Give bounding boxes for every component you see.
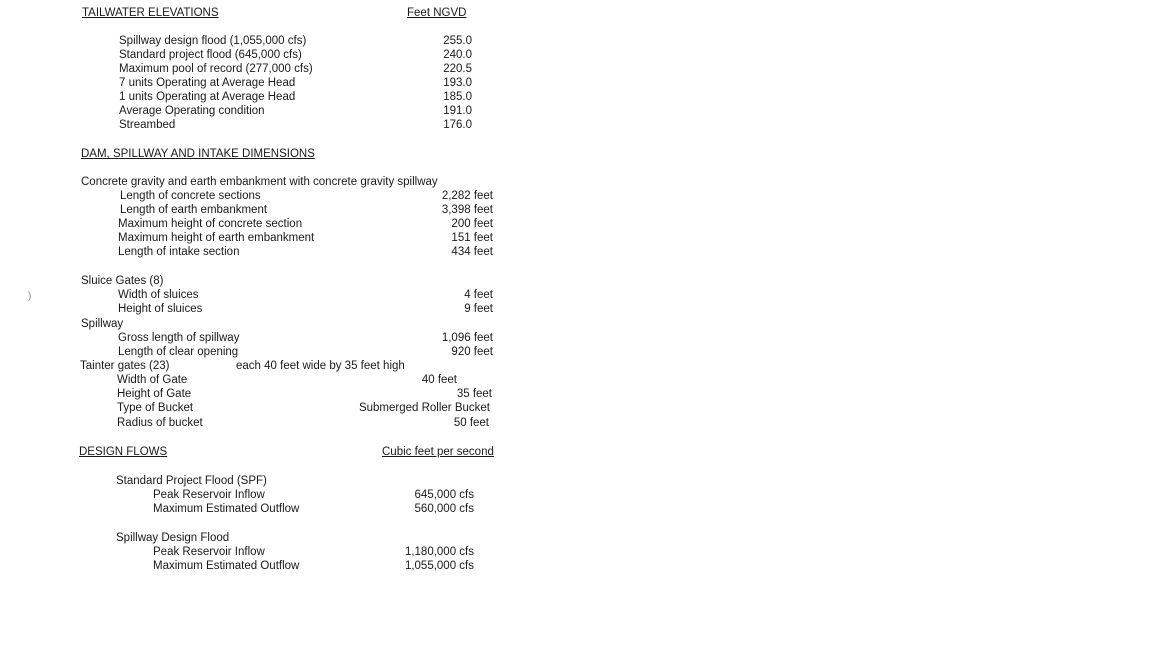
spillway-title: Spillway [81,318,124,330]
dam-label: Length of earth embankment [120,204,268,216]
spillway-label: Gross length of spillway [118,332,240,344]
tailwater-value: 176.0 [443,119,472,131]
sdf-value: 1,180,000 cfs [404,546,474,558]
spillway-label: Length of clear opening [118,346,239,358]
spillway-value: 920 feet [451,346,493,358]
tainter-value: 50 feet [453,417,489,429]
sluice-value: 4 feet [464,289,493,301]
tainter-label: Radius of bucket [117,417,203,429]
margin-mark: ) [28,291,32,302]
tailwater-value: 193.0 [443,77,472,89]
dam-label: Maximum height of concrete section [118,218,303,230]
flows-unit-heading: Cubic feet per second [382,446,494,458]
tailwater-value: 240.0 [443,49,472,61]
dam-label: Maximum height of earth embankment [118,232,315,244]
sluice-label: Width of sluices [118,289,199,301]
sdf-label: Peak Reservoir Inflow [153,546,265,558]
sluice-label: Height of sluices [118,303,203,315]
tainter-title: Tainter gates (23) [80,360,170,372]
tainter-label: Type of Bucket [117,402,194,414]
tainter-label: Width of Gate [117,374,188,386]
dam-description: Concrete gravity and earth embankment with concrete gravity spillway [81,176,438,188]
tailwater-label: 1 units Operating at Average Head [119,91,296,103]
tailwater-heading: TAILWATER ELEVATIONS [82,7,219,19]
tainter-note: each 40 feet wide by 35 feet high [236,360,405,372]
dam-heading: DAM, SPILLWAY AND INTAKE DIMENSIONS [81,148,315,160]
dam-value: 3,398 feet [441,204,493,216]
spf-label: Peak Reservoir Inflow [153,489,265,501]
spf-value: 560,000 cfs [414,503,474,515]
tainter-value: Submerged Roller Bucket [358,402,490,414]
sdf-label: Maximum Estimated Outflow [153,560,300,572]
tailwater-value: 255.0 [443,35,472,47]
tailwater-label: Average Operating condition [119,105,265,117]
tailwater-label: Spillway design flood (1,055,000 cfs) [119,35,307,47]
tailwater-label: Maximum pool of record (277,000 cfs) [119,63,313,75]
spf-value: 645,000 cfs [414,489,474,501]
dam-value: 434 feet [451,246,493,258]
tainter-value: 35 feet [456,388,492,400]
spf-title: Standard Project Flood (SPF) [116,475,267,487]
dam-label: Length of intake section [118,246,240,258]
dam-value: 151 feet [451,232,493,244]
dam-value: 200 feet [451,218,493,230]
dam-label: Length of concrete sections [120,190,261,202]
flows-heading: DESIGN FLOWS [79,446,168,458]
tailwater-label: 7 units Operating at Average Head [119,77,296,89]
sluice-title: Sluice Gates (8) [81,275,164,287]
tainter-label: Height of Gate [117,388,192,400]
dam-value: 2,282 feet [441,190,493,202]
tailwater-value: 191.0 [443,105,472,117]
tailwater-unit-heading: Feet NGVD [407,7,467,19]
tailwater-value: 185.0 [443,91,472,103]
tainter-value: 40 feet [421,374,457,386]
sdf-value: 1,055,000 cfs [404,560,474,572]
sluice-value: 9 feet [464,303,493,315]
tailwater-label: Standard project flood (645,000 cfs) [119,49,302,61]
tailwater-value: 220.5 [443,63,472,75]
sdf-title: Spillway Design Flood [116,532,230,544]
spf-label: Maximum Estimated Outflow [153,503,300,515]
spillway-value: 1,096 feet [441,332,493,344]
tailwater-label: Streambed [119,119,176,131]
